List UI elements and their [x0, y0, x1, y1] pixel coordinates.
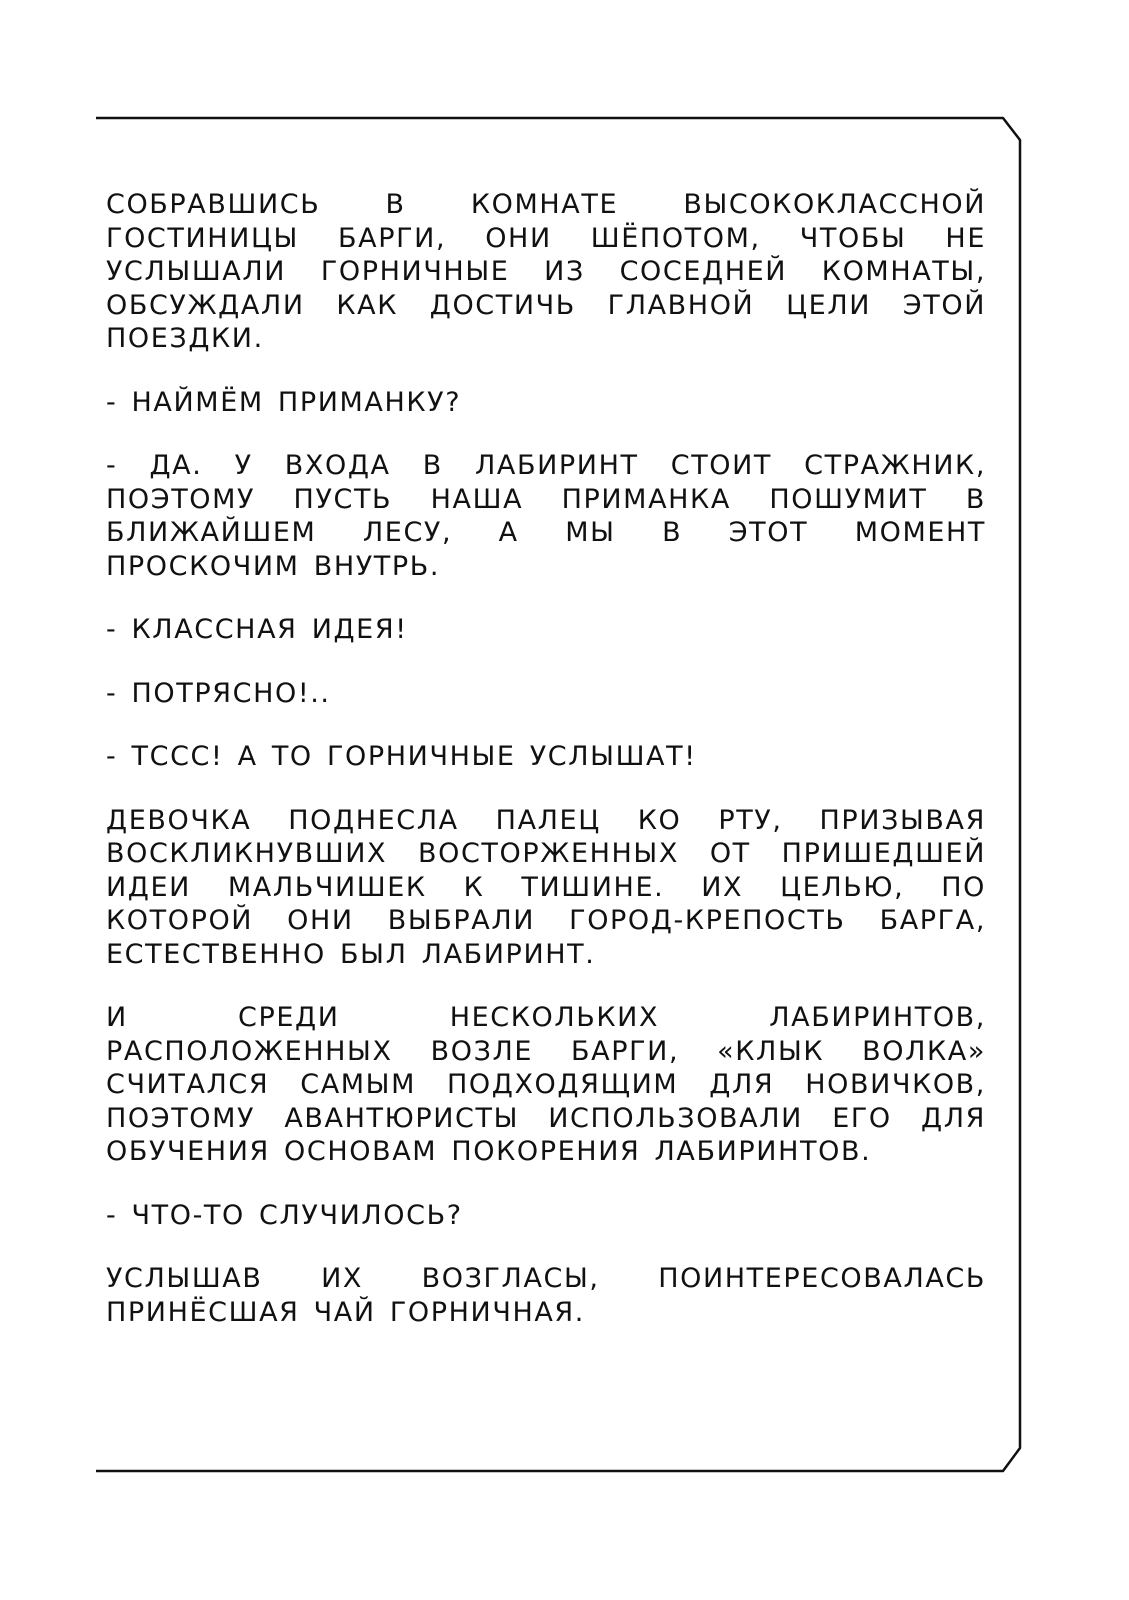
dialog-line: - ДА. У ВХОДА В ЛАБИРИНТ СТОИТ СТРАЖНИК, ПОЭТОМУ ПУСТЬ НАША ПРИМАНКА ПОШУМИТ В БЛИЖАЙШЕМ ЛЕСУ, А МЫ В ЭТОТ МОМЕНТ ПРОСКОЧИМ ВНУТРЬ. [106, 450, 986, 582]
dialog-line: - НАЙМЁМ ПРИМАНКУ? [106, 386, 462, 418]
dialog-line: - ТССС! А ТО ГОРНИЧНЫЕ УСЛЫШАТ! [106, 741, 697, 772]
text-block [106, 188, 986, 1359]
dialog-line: - ПОТРЯСНО!.. [106, 677, 331, 709]
paragraph-intro: СОБРАВШИСЬ В КОМНАТЕ ВЫСОКОКЛАССНОЙ ГОСТИНИЦЫ БАРГИ, ОНИ ШЁПОТОМ, ЧТОБЫ НЕ УСЛЫШАЛИ ГОРНИЧНЫЕ ИЗ СОСЕДНЕЙ КОМНАТЫ, ОБСУЖДАЛИ КАК ДОСТИЧЬ ГЛАВНОЙ ЦЕЛИ ЭТОЙ ПОЕЗДКИ. [106, 189, 986, 354]
dialog-line: - ЧТО-ТО СЛУЧИЛОСЬ? [106, 1199, 463, 1231]
dialog-line: - КЛАССНАЯ ИДЕЯ! [106, 614, 408, 645]
paragraph-narration: ДЕВОЧКА ПОДНЕСЛА ПАЛЕЦ КО РТУ, ПРИЗЫВАЯ ВОСКЛИКНУВШИХ ВОСТОРЖЕННЫХ ОТ ПРИШЕДШЕЙ ИДЕИ МАЛЬЧИШЕК К ТИШИНЕ. ИХ ЦЕЛЬЮ, ПО КОТОРОЙ ОНИ ВЫБРАЛИ ГОРОД-КРЕПОСТЬ БАРГА, ЕСТЕСТВЕННО БЫЛ ЛАБИРИНТ. [106, 804, 986, 970]
paragraph-narration: И СРЕДИ НЕСКОЛЬКИХ ЛАБИРИНТОВ, РАСПОЛОЖЕННЫХ ВОЗЛЕ БАРГИ, «КЛЫК ВОЛКА» СЧИТАЛСЯ САМЫМ ПОДХОДЯЩИМ ДЛЯ НОВИЧКОВ, ПОЭТОМУ АВАНТЮРИСТЫ ИСПОЛЬЗОВАЛИ ЕГО ДЛЯ ОБУЧЕНИЯ ОСНОВАМ ПОКОРЕНИЯ ЛАБИРИНТОВ. [106, 1002, 986, 1167]
paragraph-narration: УСЛЫШАВ ИХ ВОЗГЛАСЫ, ПОИНТЕРЕСОВАЛАСЬ ПРИНЁСШАЯ ЧАЙ ГОРНИЧНАЯ. [106, 1263, 986, 1328]
